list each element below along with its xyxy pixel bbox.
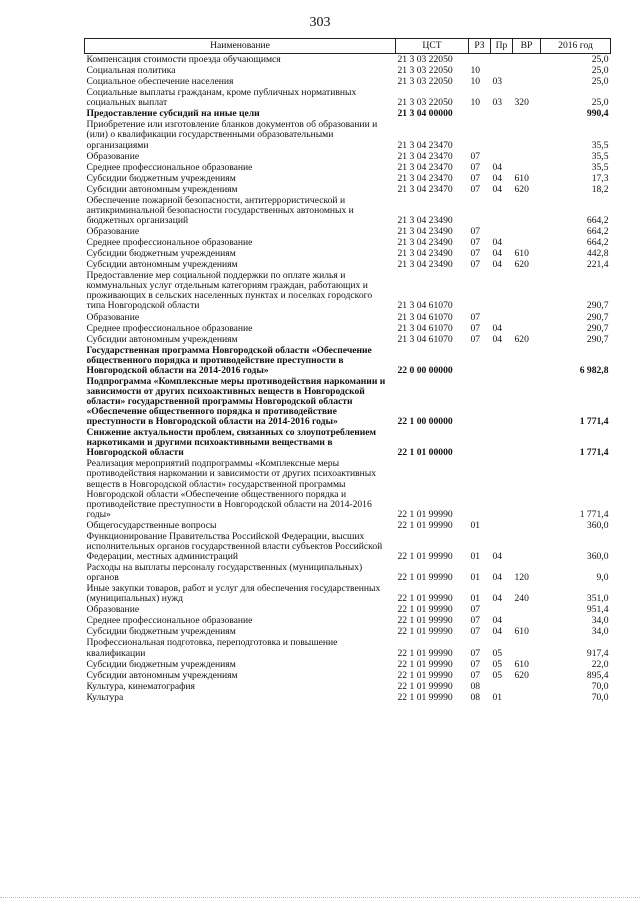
row-rz: 01 [470,519,481,531]
row-rz [469,195,491,226]
row-value: 18,2 [591,183,609,195]
row-name: Подпрограмма «Комплексные меры противодействия наркомании и зависимости от других психоактивных веществ в Новгородской области» государственной программы Новгородской области «Обеспечение общественного порядка и противодействие преступности в Новгородской области на 2014-2016 годы» [86,375,386,428]
row-name: Социальная политика [86,65,176,77]
row-cst: 21 3 03 22050 [397,54,453,65]
table-row [85,323,611,334]
row-name: Культура [86,691,124,703]
row-rz: 07 [470,322,481,334]
row-cst: 21 3 04 23490 [397,226,453,237]
row-value: 25,0 [591,65,609,77]
row-pr [491,54,513,66]
scan-edge-noise [0,897,640,899]
row-pr [491,195,513,226]
row-rz: 07 [470,604,481,616]
row-name: Снижение актуальности проблем, связанных со злоупотреблением наркотиками и другими психоактивными веществами в Новгородской области [86,427,377,459]
row-vr: 610 [514,658,529,670]
row-pr [491,376,513,427]
header-year: 2016 год [541,39,611,54]
row-vr [513,692,541,703]
row-pr [491,681,513,692]
row-vr: 320 [514,97,529,109]
row-rz: 07 [470,259,481,271]
row-name: Иные закупки товаров, работ и услуг для обеспечения государственных (муниципальных) нужд [86,583,381,605]
row-vr [513,427,541,458]
row-rz: 07 [470,647,481,659]
row-name: Функционирование Правительства Российской Федерации, высших исполнительных органов государственной власти субъектов Российской Федерации, местных администраций [86,530,383,562]
row-cst: 22 1 01 99990 [397,658,453,670]
table-row [85,604,611,615]
row-cst: 21 3 04 61070 [397,333,453,345]
row-value: 951,4 [586,604,609,616]
row-pr: 04 [492,322,503,334]
row-value: 25,0 [591,97,609,109]
row-rz: 10 [470,76,481,88]
row-value: 917,4 [586,647,609,659]
table-row [85,226,611,237]
row-cst: 21 3 03 22050 [397,65,453,77]
row-value: 442,8 [586,248,609,260]
row-value: 9,0 [596,572,609,584]
row-vr [513,76,541,87]
row-pr [491,65,513,76]
row-vr: 620 [514,183,529,195]
row-vr [513,345,541,376]
row-cst: 21 3 04 23470 [397,150,453,162]
row-vr: 120 [514,572,529,584]
row-cst: 22 1 01 99990 [397,680,453,692]
table-row [85,520,611,531]
row-pr: 04 [492,550,503,562]
row-value: 221,4 [586,259,609,271]
row-name: Субсидии бюджетным учреждениям [86,248,236,260]
row-rz: 07 [470,615,481,627]
table-row [85,162,611,173]
row-cst: 22 1 01 99990 [397,626,453,638]
row-cst: 22 1 01 99990 [397,691,453,703]
row-name: Субсидии бюджетным учреждениям [86,658,236,670]
row-name: Культура, кинематография [86,680,195,692]
row-value: 6 982,8 [579,364,609,376]
row-vr [513,615,541,626]
row-value: 17,3 [591,172,609,184]
row-value: 70,0 [591,691,609,703]
row-vr: 620 [514,259,529,271]
table-row [85,195,611,226]
row-pr: 04 [492,183,503,195]
row-rz [469,458,491,519]
row-name: Реализация мероприятий подпрограммы «Комплексные меры противодействия наркомании и зависимости от других психоактивных веществ в Новгородской области» государственной программы Новгородской области «Обеспечение общественного порядка и противодействие преступности в Новгородской области на 2014-2016 годы» [86,458,377,520]
row-value: 35,5 [591,150,609,162]
row-rz: 07 [470,183,481,195]
row-pr: 03 [492,76,503,88]
row-rz: 07 [470,626,481,638]
row-value: 664,2 [586,237,609,249]
row-value: 664,2 [586,214,609,226]
row-cst: 21 3 04 23470 [397,139,453,151]
row-name: Субсидии автономным учреждениям [86,669,238,681]
row-cst: 21 3 04 23470 [397,172,453,184]
row-value: 360,0 [586,550,609,562]
row-rz: 07 [470,248,481,260]
row-vr [513,520,541,531]
row-cst: 22 1 01 99990 [397,508,453,520]
row-cst: 22 1 01 99990 [397,604,453,616]
table-row [85,259,611,270]
table-row [85,173,611,184]
row-pr [491,108,513,119]
row-vr: 240 [514,593,529,605]
row-pr [491,345,513,376]
row-cst: 22 1 01 99990 [397,519,453,531]
row-rz: 08 [470,691,481,703]
table-row [85,637,611,658]
table-row [85,583,611,604]
row-rz: 01 [470,550,481,562]
row-rz: 07 [470,172,481,184]
row-pr: 04 [492,259,503,271]
row-name: Предоставление мер социальной поддержки по оплате жилья и коммунальных услуг отдельным категориям граждан, работающих и проживающих в сельских населенных пунктах и поселках городского типа Новгородской области [86,270,373,312]
table-row [85,531,611,562]
row-rz: 07 [470,658,481,670]
row-value: 35,5 [591,161,609,173]
row-pr: 05 [492,658,503,670]
row-vr [513,54,541,66]
header-rz: РЗ [469,39,491,54]
table-row [85,312,611,323]
row-vr [513,604,541,615]
row-pr: 04 [492,593,503,605]
table-row [85,681,611,692]
row-name: Социальные выплаты гражданам, кроме публичных нормативных социальных выплат [86,87,357,109]
row-pr: 03 [492,97,503,109]
row-rz [469,345,491,376]
row-pr: 04 [492,615,503,627]
row-rz [469,108,491,119]
row-pr: 04 [492,172,503,184]
row-pr: 04 [492,161,503,173]
row-rz: 07 [470,150,481,162]
table-row [85,659,611,670]
row-rz: 07 [470,226,481,237]
row-pr: 05 [492,669,503,681]
row-cst: 21 3 04 61070 [397,311,453,323]
row-value: 1 771,4 [579,416,609,428]
row-value: 290,7 [586,333,609,345]
row-value: 664,2 [586,226,609,237]
row-cst: 21 3 04 23490 [397,214,453,226]
row-value: 351,0 [586,593,609,605]
table-row [85,237,611,248]
table-row [85,458,611,519]
table-row [85,334,611,345]
row-rz: 07 [470,669,481,681]
row-cst: 22 1 01 99990 [397,647,453,659]
row-cst: 21 3 04 23470 [397,183,453,195]
row-cst: 22 1 01 99990 [397,593,453,605]
row-vr [513,65,541,76]
row-value: 25,0 [591,76,609,88]
row-pr [491,270,513,311]
row-vr [513,195,541,226]
table-row [85,65,611,76]
row-rz: 10 [470,97,481,109]
table-row [85,692,611,703]
row-vr: 610 [514,626,529,638]
table-row [85,119,611,150]
row-pr: 05 [492,647,503,659]
row-name: Субсидии автономным учреждениям [86,259,238,271]
table-row [85,345,611,376]
row-cst: 21 3 03 22050 [397,97,453,109]
row-pr [491,151,513,162]
row-name: Государственная программа Новгородской области «Обеспечение общественного порядка и противодействие преступности в Новгородской области на 2014-2016 годы» [86,344,372,376]
table-row [85,184,611,195]
row-cst: 21 3 04 23490 [397,248,453,260]
budget-table [84,38,611,703]
row-vr [513,151,541,162]
row-name: Образование [86,150,140,162]
row-cst: 21 3 04 61070 [397,322,453,334]
row-vr: 620 [514,669,529,681]
row-value: 35,5 [591,139,609,151]
row-cst: 22 1 01 99990 [397,572,453,584]
row-rz: 08 [470,680,481,692]
row-rz: 10 [470,65,481,77]
row-name: Образование [86,311,140,323]
table-row [85,87,611,108]
row-name: Образование [86,604,140,616]
row-cst: 22 1 00 00000 [397,416,453,428]
row-cst: 21 3 04 61070 [397,300,453,312]
row-value: 1 771,4 [579,447,609,459]
row-vr [513,119,541,150]
row-name: Субсидии бюджетным учреждениям [86,626,236,638]
row-pr [491,458,513,519]
row-value: 895,4 [586,669,609,681]
row-pr: 04 [492,626,503,638]
table-header-row [85,39,611,54]
row-vr: 610 [514,172,529,184]
row-rz: 07 [470,311,481,323]
page-number: 303 [309,15,331,30]
row-name: Среднее профессиональное образование [86,161,253,173]
row-name: Расходы на выплаты персоналу государственных (муниципальных) органов [86,562,363,584]
row-cst: 21 3 04 23470 [397,161,453,173]
row-value: 22,0 [591,658,609,670]
table-row [85,54,611,66]
table-row [85,427,611,458]
table-row [85,626,611,637]
row-value: 360,0 [586,519,609,531]
row-vr [513,376,541,427]
row-rz [469,270,491,311]
row-rz: 01 [470,593,481,605]
row-rz: 01 [470,572,481,584]
table-row [85,270,611,311]
row-vr [513,681,541,692]
row-pr: 04 [492,333,503,345]
row-pr: 04 [492,248,503,260]
row-name: Социальное обеспечение населения [86,76,234,88]
table-row [85,108,611,119]
row-value: 990,4 [586,108,609,120]
row-name: Обеспечение пожарной безопасности, антитеррористической и антикриминальной безопасности государственных автономных и бюджетных организаций [86,194,354,226]
row-rz: 07 [470,237,481,249]
row-cst: 21 3 03 22050 [397,76,453,88]
row-value: 70,0 [591,680,609,692]
table-row [85,151,611,162]
row-name: Профессиональная подготовка, переподготовка и повышение квалификации [86,637,338,659]
table-row [85,76,611,87]
row-name: Среднее профессиональное образование [86,322,253,334]
table-row [85,670,611,681]
row-value: 1 771,4 [579,508,609,520]
row-name: Субсидии автономным учреждениям [86,333,238,345]
row-rz [469,427,491,458]
row-cst: 22 1 01 99990 [397,550,453,562]
header-cst: ЦСТ [396,39,469,54]
row-pr [491,312,513,323]
row-rz [469,54,491,66]
row-vr [513,108,541,119]
row-value: 25,0 [591,54,609,65]
row-pr [491,226,513,237]
header-vr: ВР [513,39,541,54]
row-pr: 04 [492,237,503,249]
row-value: 290,7 [586,322,609,334]
row-name: Среднее профессиональное образование [86,237,253,249]
row-rz: 07 [470,333,481,345]
row-pr [491,119,513,150]
row-vr: 620 [514,333,529,345]
row-cst: 22 0 00 00000 [397,364,453,376]
row-vr [513,226,541,237]
row-name: Предоставление субсидий на иные цели [86,108,260,120]
row-rz [469,119,491,150]
row-cst: 22 1 01 99990 [397,615,453,627]
row-value: 290,7 [586,300,609,312]
row-vr [513,162,541,173]
row-cst: 21 3 04 00000 [397,108,453,120]
row-vr [513,323,541,334]
row-name: Компенсация стоимости проезда обучающимся [86,54,281,65]
table-row [85,562,611,583]
table-row [85,376,611,427]
row-name: Приобретение или изготовление бланков документов об образовании и (или) о квалификации государственными образовательными организациями [86,119,378,151]
row-cst: 21 3 04 23490 [397,259,453,271]
row-value: 34,0 [591,626,609,638]
row-cst: 22 1 01 00000 [397,447,453,459]
row-rz [469,376,491,427]
row-cst: 21 3 04 23490 [397,237,453,249]
header-pr: Пр [491,39,513,54]
row-value: 290,7 [586,311,609,323]
row-vr [513,531,541,562]
row-name: Субсидии бюджетным учреждениям [86,172,236,184]
row-pr: 01 [492,691,503,703]
row-pr: 04 [492,572,503,584]
row-vr [513,270,541,311]
row-vr [513,458,541,519]
row-pr [491,604,513,615]
row-vr [513,237,541,248]
row-vr [513,637,541,658]
row-pr [491,427,513,458]
row-rz: 07 [470,161,481,173]
row-name: Субсидии автономным учреждениям [86,183,238,195]
row-pr [491,520,513,531]
header-name: Наименование [85,39,396,54]
row-name: Среднее профессиональное образование [86,615,253,627]
row-value: 34,0 [591,615,609,627]
row-name: Общегосударственные вопросы [86,519,217,531]
row-cst: 22 1 01 99990 [397,669,453,681]
row-name: Образование [86,226,140,237]
table-row [85,248,611,259]
row-vr: 610 [514,248,529,260]
table-row [85,615,611,626]
row-vr [513,312,541,323]
